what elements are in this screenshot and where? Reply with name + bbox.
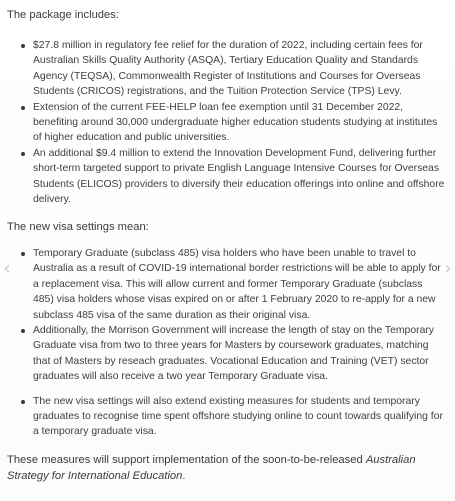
bullet-icon [21,152,25,156]
visa-intro: The new visa settings mean: [7,221,149,233]
chevron-right-icon[interactable]: › [444,257,452,279]
bullet-icon [21,44,25,48]
closing-paragraph [7,452,447,484]
list-item [0,246,452,323]
list-item [0,394,452,440]
closing-text: These measures will support implementation of the soon-to-be-released [7,454,366,466]
package-list [0,38,452,207]
list-item-text: Temporary Graduate (subclass 485) visa holders who have been unable to travel to Australia as a result of COVID-19 international border restrictions will be able to apply for a replacement visa. This will allow current and former Temporary Graduate (subclass 485) visa holders whose visas expired on or after 1 February 2020 to re-apply for a new subclass 485 visa of the same duration as their original visa. [33,248,441,321]
visa-list [0,246,452,440]
closing-suffix: . [182,470,186,482]
bullet-icon [21,106,25,110]
list-item-text: Extension of the current FEE-HELP loan fee exemption until 31 December 2022, benefiting around 30,000 undergraduate higher education students studying at institutes of higher education and public universities. [33,101,438,144]
bullet-icon [21,400,25,404]
list-item [0,100,452,146]
strategy-title: Australian Strategy for International Education [7,454,416,482]
list-item-text: $27.8 million in regulatory fee relief for the duration of 2022, including certain fees for Australian Skills Quality Authority (ASQA), Tertiary Education Quality and Standards Agency (TEQSA), Commonwealth Register of Institutions and Courses for Overseas Students (CRICOS) registrations, and the Tuition Protection Service (TPS) Levy. [33,40,423,98]
bullet-icon [21,329,25,333]
package-intro: The package includes: [7,9,119,21]
chevron-left-icon[interactable]: ‹ [3,257,11,279]
list-item [0,323,452,385]
list-item-text: The new visa settings will also extend existing measures for students and temporary graduates to recognise time spent offshore studying online to count towards qualifying for a temporary graduate visa. [33,395,443,438]
list-item [0,146,452,208]
list-item-text: An additional $9.4 million to extend the Innovation Development Fund, delivering further short-term targeted support to private English Language Intensive Courses for Overseas Students (ELICOS) providers to diversify their education offerings into online and offshore delivery. [33,147,445,206]
list-item-text: Additionally, the Morrison Government will increase the length of stay on the Temporary Graduate visa from two to three years for Masters by coursework graduates, matching that of Masters by reseach graduates. Vocational Education and Training (VET) sector graduates will also receive a two year Temporary Graduate visa. [33,325,435,383]
bullet-icon [21,252,25,256]
list-item [0,38,452,100]
